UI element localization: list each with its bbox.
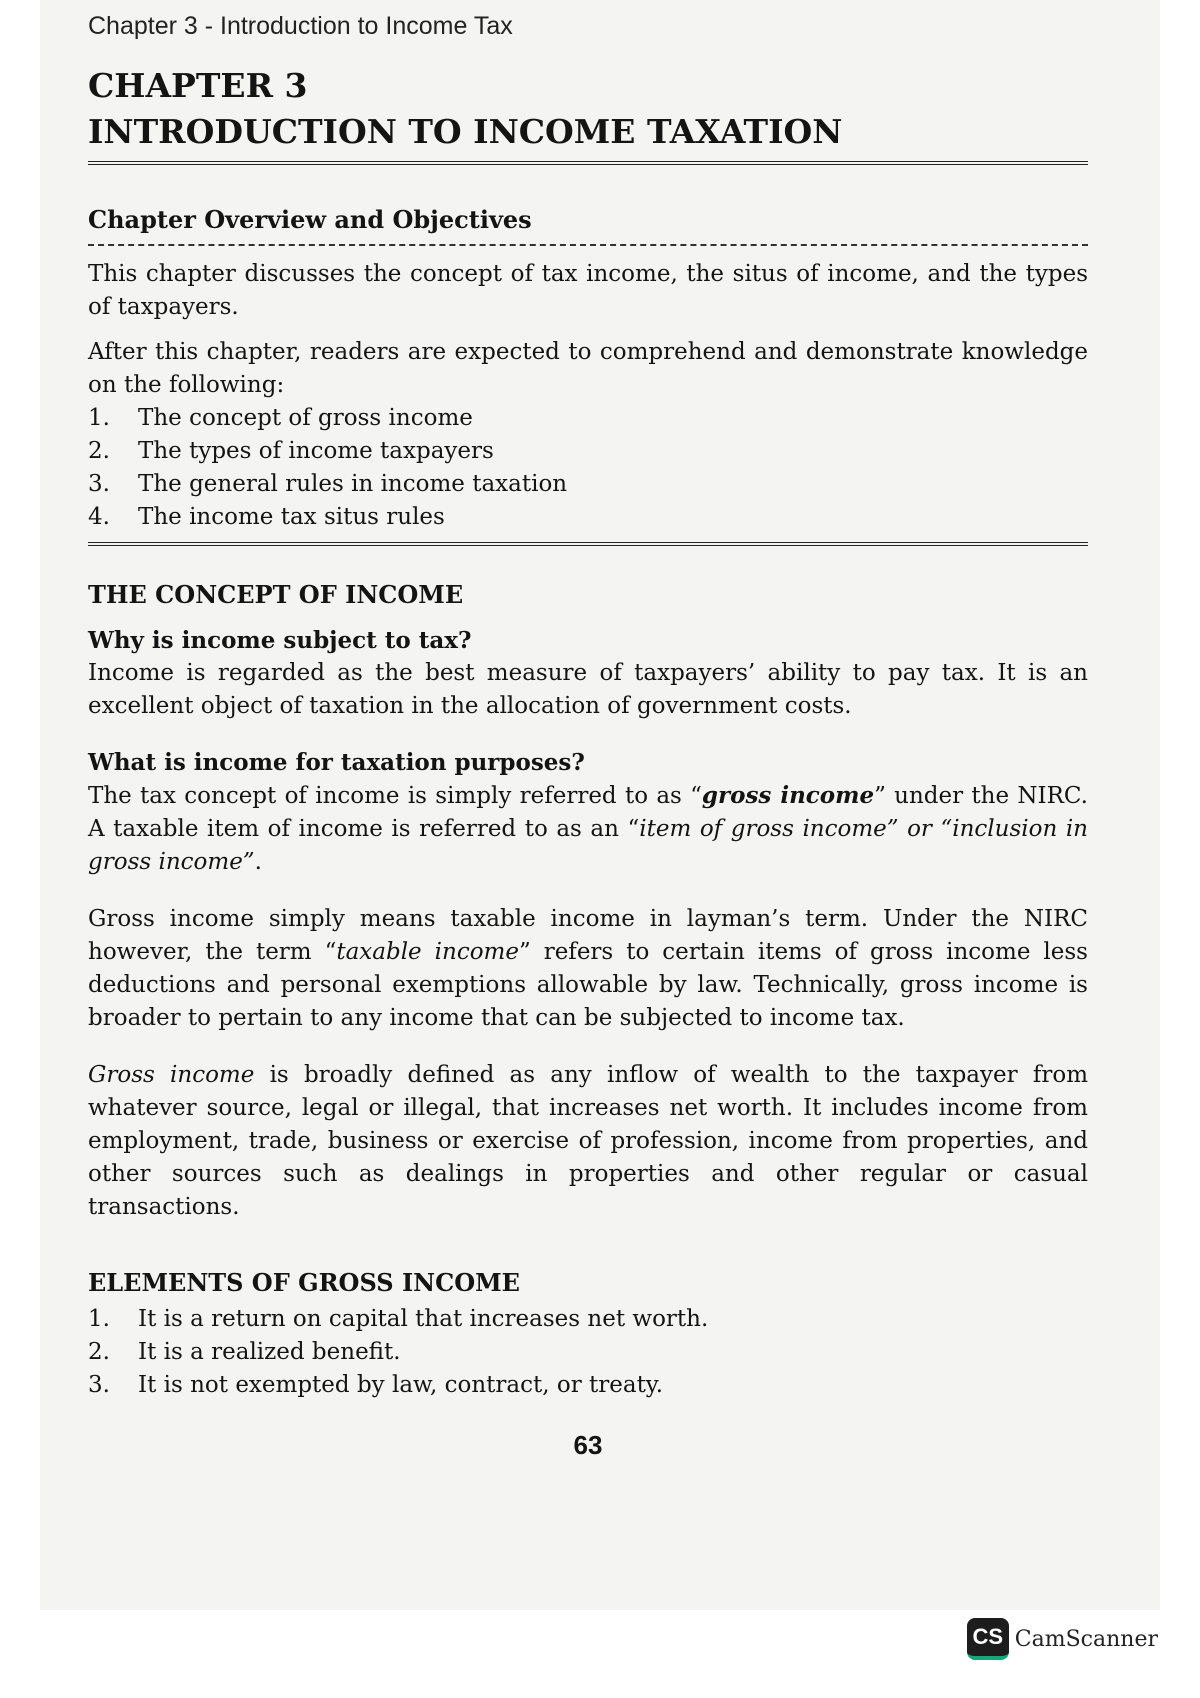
list-item-number: 3. xyxy=(88,1372,110,1398)
chapter-name: INTRODUCTION TO INCOME TAXATION xyxy=(88,112,843,151)
list-item xyxy=(88,402,1088,435)
list-item-number: 1. xyxy=(88,1306,110,1332)
objectives-list xyxy=(88,402,1088,534)
overview-section xyxy=(88,205,1088,546)
term-item-of-gross-income: item of gross income” or “inclusion in gross income” xyxy=(88,816,1088,875)
list-item xyxy=(88,1336,1088,1369)
list-item-text: It is a realized benefit. xyxy=(138,1339,401,1365)
answer-what-is-income: The tax concept of income is simply referred to as “gross income” under the NIRC. A taxable item of income is referred to as an “item of gross income” or “inclusion in gross income”. xyxy=(88,782,1088,875)
list-item-number: 4. xyxy=(88,504,110,530)
elements-list xyxy=(88,1303,1088,1402)
overview-intro: This chapter discusses the concept of tax income, the situs of income, and the types of taxpayers. xyxy=(88,261,1088,320)
list-item-text: It is not exempted by law, contract, or treaty. xyxy=(138,1372,664,1398)
list-item-text: The concept of gross income xyxy=(138,405,473,431)
list-item-number: 3. xyxy=(88,471,110,497)
question-why-taxed: Why is income subject to tax? xyxy=(88,627,472,654)
list-item-text: It is a return on capital that increases net worth. xyxy=(138,1306,709,1332)
page-content xyxy=(88,12,1088,1460)
list-item-number: 1. xyxy=(88,405,110,431)
scanned-page xyxy=(40,0,1160,1610)
list-item-text: The types of income taxpayers xyxy=(138,438,494,464)
camscanner-name: CamScanner xyxy=(1014,1626,1158,1652)
concept-heading: THE CONCEPT OF INCOME xyxy=(88,580,464,609)
page-number: 63 xyxy=(573,1430,603,1460)
list-item-text: The income tax situs rules xyxy=(138,504,445,530)
answer-why-taxed: Income is regarded as the best measure of taxpayers’ ability to pay tax. It is an excellent object of taxation in the allocation of government costs. xyxy=(88,660,1088,719)
question-what-is-income: What is income for taxation purposes? xyxy=(88,749,585,776)
list-item xyxy=(88,501,1088,534)
list-item xyxy=(88,1369,1088,1402)
list-item-number: 2. xyxy=(88,438,110,464)
chapter-number: CHAPTER 3 xyxy=(88,66,308,105)
list-item xyxy=(88,435,1088,468)
term-gross-income-def: Gross income xyxy=(88,1062,255,1088)
chapter-title xyxy=(88,63,1088,165)
overview-heading: Chapter Overview and Objectives xyxy=(88,205,1088,246)
paragraph-taxable-income: Gross income simply means taxable income in layman’s term. Under the NIRC however, the term “taxable income” refers to certain items of gross income less deductions and personal exemptions allowable by law. Technically, gross income is broader to pertain to any income that can be subjected to income tax. xyxy=(88,906,1088,1031)
running-header: Chapter 3 - Introduction to Income Tax xyxy=(88,12,513,40)
list-item xyxy=(88,1303,1088,1336)
term-gross-income: gross income xyxy=(701,782,875,809)
camscanner-logo-icon: CS xyxy=(967,1618,1009,1660)
elements-heading: ELEMENTS OF GROSS INCOME xyxy=(88,1268,520,1297)
list-item xyxy=(88,468,1088,501)
list-item-number: 2. xyxy=(88,1339,110,1365)
overview-expectation: After this chapter, readers are expected to comprehend and demonstrate knowledge on the following: xyxy=(88,339,1088,398)
list-item-text: The general rules in income taxation xyxy=(138,471,568,497)
term-taxable-income: taxable income xyxy=(336,939,519,965)
camscanner-watermark xyxy=(967,1618,1158,1660)
paragraph-gross-income-definition: Gross income is broadly defined as any inflow of wealth to the taxpayer from whatever source, legal or illegal, that increases net worth. It includes income from employment, trade, business or exercise of profession, income from properties, and other sources such as dealings in properties and other regular or casual transactions. xyxy=(88,1062,1088,1220)
